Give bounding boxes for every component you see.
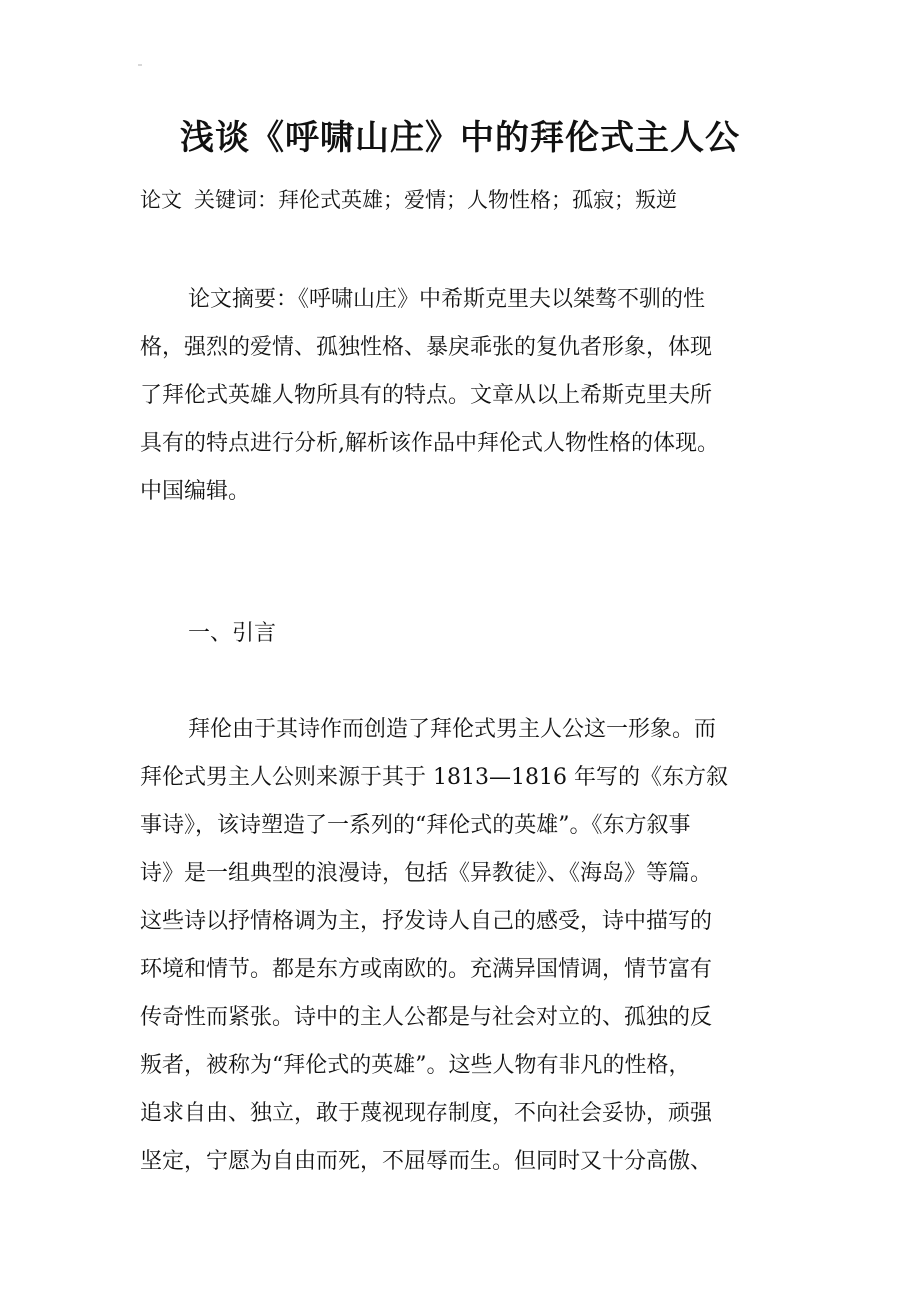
body-line: 传奇性而紧张。诗中的主人公都是与社会对立的、孤独的反 xyxy=(140,1005,713,1030)
abstract-paragraph xyxy=(140,276,800,516)
body-line: 事诗》，该诗塑造了一系列的“拜伦式的英雄”。《东方叙事 xyxy=(140,813,691,838)
abstract-line: 格，强烈的爱情、孤独性格、暴戾乖张的复仇者形象，体现 xyxy=(140,335,713,360)
body-line: 坚定，宁愿为自由而死，不屈辱而生。但同时又十分高傲、 xyxy=(140,1149,713,1174)
body-line: 环境和情节。都是东方或南欧的。充满异国情调，情节富有 xyxy=(140,957,713,982)
body-line: 拜伦式男主人公则来源于其于 1813—1816 年写的《东方叙 xyxy=(140,765,728,790)
body-line: 诗》是一组典型的浪漫诗，包括《异教徒》、《海岛》等篇。 xyxy=(140,861,713,886)
abstract-line: 具有的特点进行分析,解析该作品中拜伦式人物性格的体现。 xyxy=(140,431,719,456)
body-line: 叛者，被称为“拜伦式的英雄”。这些人物有非凡的性格， xyxy=(140,1053,691,1078)
scan-speck xyxy=(138,64,142,66)
body-paragraph xyxy=(140,706,800,1186)
section-heading: 一、引言 xyxy=(188,621,277,646)
keywords-text: 关键词：拜伦式英雄；爱情；人物性格；孤寂；叛逆 xyxy=(194,188,677,212)
body-line: 这些诗以抒情格调为主，抒发诗人自己的感受，诗中描写的 xyxy=(140,909,713,934)
body-line: 追求自由、独立，敢于蔑视现存制度，不向社会妥协，顽强 xyxy=(140,1101,713,1126)
document-title: 浅谈《呼啸山庄》中的拜伦式主人公 xyxy=(180,118,740,158)
abstract-line: 中国编辑。 xyxy=(140,479,251,504)
abstract-line: 了拜伦式英雄人物所具有的特点。文章从以上希斯克里夫所 xyxy=(140,383,713,408)
keywords-label: 论文 xyxy=(140,188,182,212)
keywords-line xyxy=(140,180,677,220)
body-line: 拜伦由于其诗作而创造了拜伦式男主人公这一形象。而 xyxy=(188,717,717,742)
abstract-line: 论文摘要：《呼啸山庄》中希斯克里夫以桀骜不驯的性 xyxy=(188,287,706,312)
